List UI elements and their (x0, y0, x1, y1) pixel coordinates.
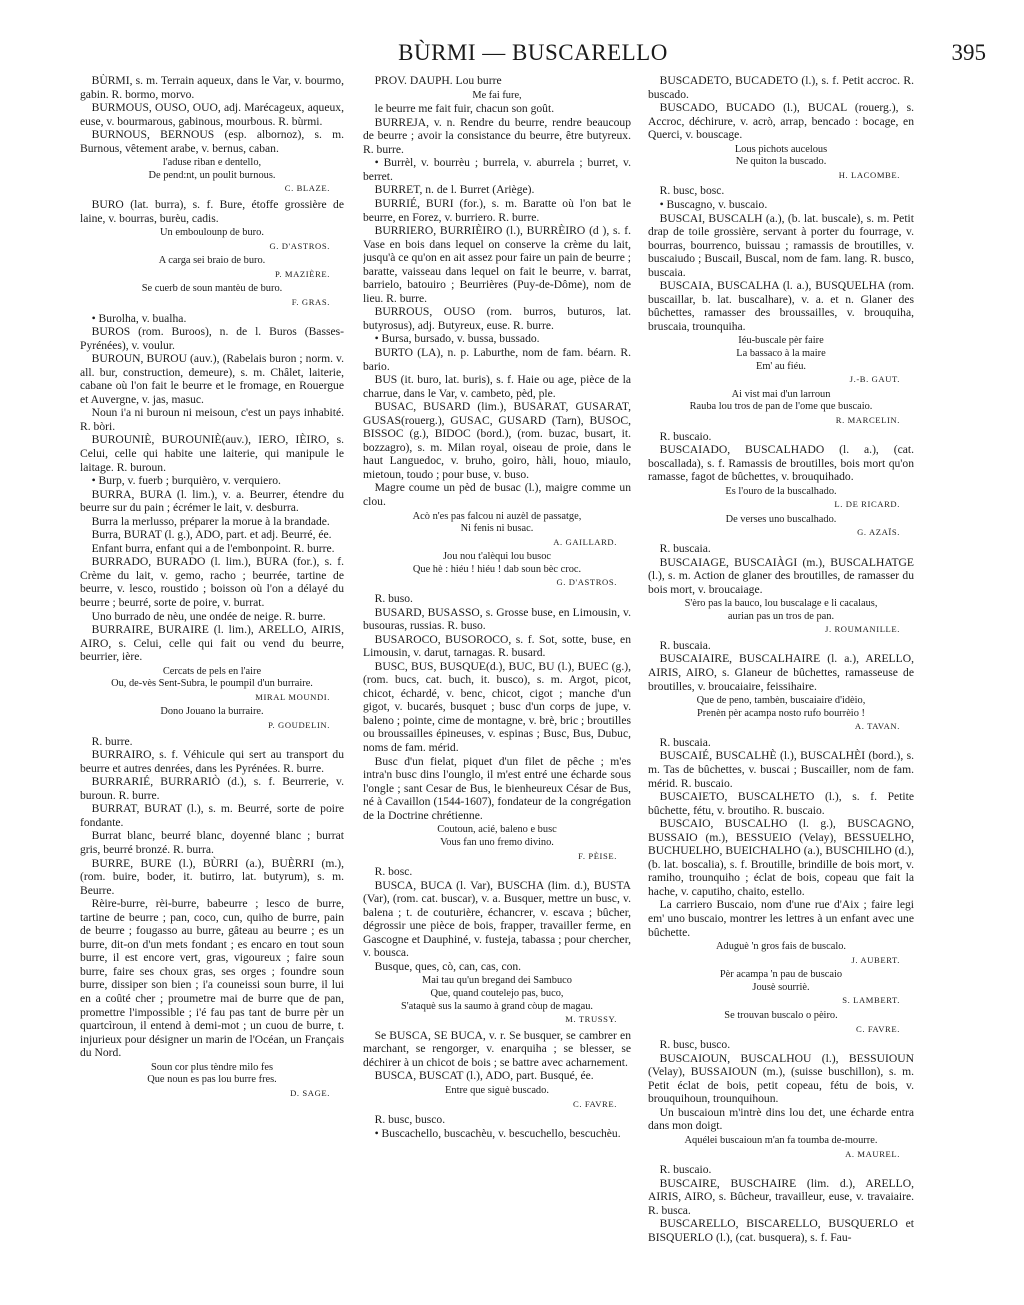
verse-quotation: Cercats de pels en l'aire Ou, de-vès Sent-Subra, le poumpil d'un burraire. (111, 665, 313, 690)
dictionary-entry: Enfant burra, enfant qui a de l'embonpoint. R. burre. (91, 541, 335, 555)
quote-attribution: G. AZAÏS. (857, 527, 900, 538)
dictionary-entry: BUSCAI, BUSCALH (a.), (b. lat. buscale), s. m. Petit drap de toile grossière, servant à porter du fourrage, v. bourras, bourrenco, buissau ; ramassis de broutilles, v. buscaiudo ; Buscail, Buscal, nom de fam. lang. R. busco, buscaia. (648, 211, 914, 279)
dictionary-entry: BUSAROCO, BUSOROCO, s. f. Sot, sotte, buse, en Limousin, v. darut, tarnagas. R. busard. (363, 632, 631, 660)
dictionary-entry: Burra, BURAT (l. g.), ADO, part. et adj. Beurré, ée. (91, 528, 332, 542)
column-3 (648, 74, 914, 1289)
dictionary-entry: • Burrèl, v. bourrèu ; burrela, v. aburrela ; burret, v. berret. (363, 156, 631, 183)
dictionary-entry: Busc d'un fielat, piquet d'un filet de pêche ; m'es intra'n busc dins l'ounglo, il m'est entré une écharde sous l'ongle ; sant Cesar de Bus, le bienheureux César de Bus, né à Cavaillon (1544-1607), fondateur de la congrégation de la Doctrine chrétienne. (363, 754, 631, 822)
dictionary-entry: R. buscaia. (659, 735, 711, 749)
quote-attribution: S. LAMBERT. (842, 995, 900, 1006)
dictionary-entry: BUSCAIRE, BUSCHAIRE (lim. d.), ARELLO, AIRIS, AIRO, s. Bûcheur, travailleur, euse, v. travaiaire. R. busca. (648, 1176, 914, 1217)
dictionary-entry: • Bursa, bursado, v. bussa, bussado. (374, 332, 540, 346)
dictionary-entry: • Burolha, v. bualha. (91, 311, 187, 325)
dictionary-entry: La carriero Buscaio, nom d'une rue d'Aix ; faire legi em' uno buscaio, montrer les lettres à un enfant avec une bûchette. (648, 898, 914, 939)
dictionary-entry: Burrat blanc, beurré blanc, doyenné blanc ; burrat gris, beurré bronzé. R. burra. (80, 829, 344, 856)
verse-quotation: Es l'ouro de la buscalhado. (725, 485, 837, 497)
dictionary-entry: BUSCAIA, BUSCALHA (l. a.), BUSQUELHA (rom. buscaillar, b. lat. buscalhare), v. a. et n. Glaner des bûchettes, ramasser des broussailles, v. brouquiha, bruscaia, trounquiha. (648, 279, 914, 333)
quote-attribution: J.-B. GAUT. (849, 374, 900, 385)
dictionary-entry: Uno burrado de nèu, une ondée de neige. R. burre. (91, 609, 326, 623)
dictionary-entry: R. busc, busco. (374, 1113, 446, 1127)
dictionary-entry: BURRIÉ, BURI (for.), s. m. Baratte où l'on bat le beurre, en Forez, v. burriero. R. burre. (363, 196, 631, 224)
dictionary-entry: BUROUN, BUROU (auv.), (Rabelais buron ; norm. v. all. bur, construction, demeure), s. m. Châlet, laiterie, cabane où l'on fait le beurre et le fromage, en Rouergue et Auvergne, v. jas, masuc. (80, 352, 344, 406)
quote-attribution: P. MAZIÈRE. (274, 268, 330, 279)
dictionary-entry: BUROUNIÈ, BUROUNIÈ(auv.), IERO, IÈIRO, s. Celui, celle qui habite une laiterie, qui manipule le laitage. R. buroun. (80, 433, 344, 474)
quote-attribution: J. AUBERT. (851, 954, 900, 965)
dictionary-entry: Un buscaioun m'intrè dins lou det, une écharde entra dans mon doigt. (648, 1105, 914, 1133)
dictionary-entry: BUS (it. buro, lat. buris), s. f. Haie ou age, pièce de la charrue, dans le Var, v. cambeto, pèd, ple. (363, 373, 631, 400)
dictionary-entry: R. burre. (91, 734, 133, 748)
running-head: BÙRMI — BUSCARELLO (398, 40, 668, 65)
dictionary-entry: Rèire-burre, rèi-burre, babeurre ; lesco de burre, tartine de beurre ; pan, coco, cun, quiho de burre, pain de beurre ; fougasso au burre, gâteau au beurre ; es un burre, dit-on d'un mets fondant ; es encaro en tout soun burre, il est encore vert, gras, vigoureux ; faire soun burre, faire ses choux gras, ses orges ; foundre soun burre, dissiper son bien ; i'a couneissi soun burre, il lui en a coûté cher ; proumetre mai de burre que de pan, promettre l'impossible ; i'é fau pas tant de burre pèr un quartcìroun, il entend à demi-mot ; un cuou de burre, t. injurieux pour désigner un marin de l'Océan, un Français du Nord. (80, 897, 344, 1060)
dictionary-entry: BURRADO, BURADO (l. lim.), BURA (for.), s. f. Crème du lait, v. gemo, racho ; beurrée, tartine de beurre, v. lesco, roustido ; boisson où l'on a délayé du beurre ; beurré, sorte de poire, v. burrat. (80, 555, 344, 610)
dictionary-entry: BURRARIÉ, BURRARIÒ (d.), s. f. Beurrerie, v. buroun. R. burre. (80, 775, 344, 802)
dictionary-entry: Noun i'a ni buroun ni meisoun, c'est un pays inhabité. R. bòri. (80, 406, 344, 433)
dictionary-entry: BUSCAIOUN, BUSCALHOU (l.), BESSUIOUN (Velay), BUSSAIOUN (m.), (suisse buschillon), s. m. Petit éclat de bois, petit copeau, fétu de bois, v. brouquihoun, trounquihoun. (648, 1051, 914, 1106)
quote-attribution: D. SAGE. (290, 1087, 330, 1098)
dictionary-entry: BUROS (rom. Buroos), n. de l. Buros (Basses-Pyrénées), v. voulur. (80, 325, 344, 352)
quote-attribution: P. GOUDELIN. (268, 720, 330, 731)
quote-attribution: F. PÈISE. (578, 850, 617, 861)
dictionary-entry: Magre coume un pèd de busac (l.), maigre comme un clou. (363, 481, 631, 508)
dictionary-entry: • Buscagno, v. buscaio. (659, 198, 768, 212)
verse-quotation: S'èro pas la bauco, lou buscalage e li cacalaus, aurian pas un tros de pan. (684, 598, 878, 622)
verse-quotation: Iéu-buscale pèr faire La bassaco à la maire Em' au fiéu. (736, 335, 826, 372)
dictionary-entry: BUSCAIADO, BUSCALHADO (l. a.), (cat. boscallada), s. f. Ramassis de broutilles, bois mort qu'on ramasse, fagot de bûchettes, v. brouquihado. (648, 443, 914, 484)
column-2 (363, 74, 631, 1289)
dictionary-entry: BUSCAIAGE, BUSCAIÀGI (m.), BUSCALHATGE (l.), s. m. Action de glaner des broutilles, de ramasser du bois mort, v. broucaiage. (648, 555, 914, 596)
verse-quotation: Soun cor plus tèndre milo fes Que noun es pas lou burre fres. (147, 1061, 277, 1086)
verse-quotation: Que de peno, tambèn, buscaiaire d'idèio, Prenèn pèr acampa nosto rufo bourrèio ! (696, 695, 866, 719)
dictionary-entry: BURMOUS, OUSO, OUO, adj. Marécageux, aqueux, euse, v. bourmarous, gabinous, mourbous. R. bùrmi. (80, 101, 344, 128)
dictionary-entry: BUSCAIETO, BUSCALHETO (l.), s. f. Petite bûchette, fétu, v. broutiho. R. buscaio. (648, 790, 914, 817)
quote-attribution: MIRAL MOUNDI. (255, 691, 330, 702)
verse-quotation: Se trouvan buscalo o pèiro. (724, 1009, 838, 1021)
dictionary-entry: R. busc, bosc. (659, 184, 725, 198)
dictionary-entry: BUSCAIÉ, BUSCALHÈ (l.), BUSCALHÈI (bord.), s. m. Tas de bûchettes, v. buscai ; Buscailler, nom de fam. mérid. R. buscaio. (648, 749, 914, 790)
verse-quotation: Entre que siguè buscado. (445, 1084, 549, 1096)
dictionary-entry: BUSAC, BUSARD (lim.), BUSARAT, GUSARAT, GUSAS(rouerg.), GUSAC, GUSARD (Tarn), BUSOC, BISSOC (g.), BIDOC (bord.), (rom. buzac, busart, it. bozzagro), s. m. Milan royal, oiseau de proie, dans le haut Languedoc, v. bruho, goiro, hàli, houo, miaulo, mietoun, toudo ; pour buse, v. buso. (363, 400, 631, 481)
dictionary-entry: • Burp, v. fuerb ; burquièro, v. verquiero. (91, 474, 281, 488)
dictionary-entry: BUSCAIO, BUSCALHO (l. g.), BUSCAGNO, BUSSAIO (m.), BESSUEIO (Velay), BESSUELHO, BUCHUELHO, BUEICHALHO (a.), BUSCHILHO (d.), (b. lat. boscalia), s. f. Broutille, brindille de bois mort, v. ramiho, trounquiho ; éclat de bois, copeau que fait la hache, v. caputiho, chaito, estello. (648, 817, 914, 898)
dictionary-entry: BURNOUS, BERNOUS (esp. albornoz), s. m. Burnous, vêtement arabe, v. bernus, caban. (80, 128, 344, 155)
verse-quotation: De verses uno buscalhado. (725, 513, 837, 525)
dictionary-entry: BURO (lat. burra), s. f. Bure, étoffe grossière de laine, v. bourras, burèu, cadis. (80, 198, 344, 225)
dictionary-entry: R. buscaia. (659, 638, 711, 652)
dictionary-entry: BUSCADETO, BUCADETO (l.), s. f. Petit accroc. R. buscado. (648, 74, 914, 101)
quote-attribution: C. BLAZE. (284, 183, 330, 194)
dictionary-entry: BURRIERO, BURRIÈIRO (l.), BURRÈIRO (d ), s. f. Vase en bois dans lequel on conserve la crème du lait, jusqu'à ce qu'on en ait assez pour faire un pain de beurre ; baratte, vaisseau dans lequel on fait le beurre, v. barrat, barrielo, batouiro ; Beurrières (Puy-de-Dôme), nom de lieu. R. burre. (363, 224, 631, 305)
dictionary-entry: R. buscaia. (659, 542, 711, 556)
verse-quotation: Se cuerb de soun mantèu de buro. (141, 283, 283, 295)
verse-quotation: Aduguè 'n gros fais de buscalo. (716, 941, 846, 953)
verse-quotation: Pèr acampa 'n pau de buscaio Jousè sourriè. (719, 969, 843, 993)
verse-quotation: Acò n'es pas falcou ni auzèl de passatge, Ni fenis ni busac. (412, 510, 582, 535)
quote-attribution: R. MARCELIN. (835, 415, 900, 425)
dictionary-entry: BURTO (LA), n. p. Laburthe, nom de fam. béarn. R. bario. (363, 345, 631, 373)
quote-attribution: C. FAVRE. (855, 1023, 900, 1034)
dictionary-entry: BURRA, BURA (l. lim.), v. a. Beurrer, étendre du beurre sur du pain ; écrémer le lait, v. desburra. (80, 487, 344, 515)
dictionary-entry: BUSCADO, BUCADO (l.), BUCAL (rouerg.), s. Accroc, déchirure, v. acrò, arrap, bencado : bocage, en Querci, v. bouscage. (648, 101, 914, 142)
quote-attribution: G. D'ASTROS. (269, 240, 330, 251)
dictionary-entry: BUSCAIAIRE, BUSCALHAIRE (l. a.), ARELLO, AIRIS, AIRO, s. Glaneur de bûchettes, ramasseuse de broutilles, v. broucaiaire, feissihaire. (648, 652, 914, 693)
verse-quotation: Mai tau qu'un bregand dei Sambuco Que, quand coutelejo pas, buco, S'ataquè sus la saumo à grand còup de magau. (400, 975, 594, 1012)
page-header (80, 40, 986, 70)
dictionary-entry: R. buscaio. (659, 1163, 712, 1177)
dictionary-entry: BURROUS, OUSO (rom. burros, buturos, lat. butyrosus), adj. Butyreux, euse. R. burre. (363, 305, 631, 332)
dictionary-entry: BURRET, n. de l. Burret (Ariège). (374, 183, 535, 197)
verse-quotation: Dono Jouano la burraire. (160, 706, 264, 718)
verse-quotation: Ai vist mai d'un larroun Rauba lou tros de pan de l'ome que buscaio. (689, 388, 873, 413)
dictionary-entry: BURRAIRE, BURAIRE (l. lim.), ARELLO, AIRIS, AIRO, s. Celui, celle qui fait ou vend du beurre, beurrier, ière. (80, 623, 344, 664)
dictionary-entry: Burra la merlusso, préparer la morue à la brandade. (91, 514, 330, 528)
quote-attribution: C. FAVRE. (572, 1098, 617, 1109)
verse-quotation: Un emboulounp de buro. (160, 227, 264, 239)
dictionary-entry: BUSC, BUS, BUSQUE(d.), BUC, BU (l.), BUEC (g.), (rom. bucs, cat. buch, it. busco), s. m. Argot, picot, chicot, échardé, v. benc, chicot, cigot ; manche d'un gigot, v. bucarés, busquet ; busc d'un corps de jupe, v. baleno ; pointe, cime de montagne, v. brè, bric ; broutilles ou broussailles épineuses, v. espinas ; Busc, Bus, Dubuc, noms de fam. mérid. (363, 659, 631, 755)
quote-attribution: A. TAVAN. (854, 721, 900, 732)
dictionary-entry: BURRE, BURE (l.), BÙRRI (a.), BUÈRRI (m.), (rom. buire, boder, it. butirro, lat. butyrum), s. m. Beurre. (80, 856, 344, 897)
verse-quotation: Me fai fure, (472, 89, 522, 101)
quote-attribution: F. GRAS. (291, 296, 330, 307)
dictionary-entry: PROV. DAUPH. Lou burre (374, 74, 502, 87)
verse-quotation: Jou nou t'alèqui lou busoc Que hè : hiéu ! hiéu ! dab soun bèc croc. (412, 551, 582, 575)
dictionary-entry: Busque, ques, cò, can, cas, con. (374, 959, 522, 973)
dictionary-entry: le beurre me fait fuir, chacun son goût. (374, 102, 555, 116)
dictionary-entry: R. bosc. (374, 865, 413, 879)
page-number: 395 (951, 40, 986, 65)
quote-attribution: G. D'ASTROS. (556, 577, 617, 588)
quote-attribution: J. ROUMANILLE. (825, 624, 900, 635)
dictionary-entry: BUSARD, BUSASSO, s. Grosse buse, en Limousin, v. busouras, russias. R. buso. (363, 605, 631, 633)
quote-attribution: M. TRUSSY. (565, 1014, 617, 1025)
verse-quotation: Coutoun, acié, baleno e busc Vous fan uno fremo divino. (437, 824, 557, 848)
dictionary-entry: R. buso. (374, 592, 413, 606)
dictionary-entry: BURREJA, v. n. Rendre du beurre, rendre beaucoup de beurre ; avoir la consistance du beurre, être butyreux. R. burre. (363, 115, 631, 156)
dictionary-entry: BURRAT, BURAT (l.), s. m. Beurré, sorte de poire fondante. (80, 802, 344, 829)
quote-attribution: A. GAILLARD. (553, 536, 617, 547)
verse-quotation: A carga sei braio de buro. (158, 255, 266, 267)
quote-attribution: L. DE RICARD. (834, 499, 900, 510)
dictionary-entry: BÙRMI, s. m. Terrain aqueux, dans le Var, v. bourmo, gabin. R. bormo, morvo. (80, 74, 344, 101)
quote-attribution: H. LACOMBE. (838, 169, 900, 180)
verse-quotation: l'aduse riban e dentello, De pend:nt, un poulit burnous. (148, 157, 276, 181)
verse-quotation: Lous pichots aucelous Ne quiton la buscado. (734, 143, 828, 168)
dictionary-entry: R. buscaio. (659, 429, 712, 443)
column-1 (80, 74, 344, 1289)
dictionary-entry: BURRAIRO, s. f. Véhicule qui sert au transport du beurre et autres denrées, dans les Pyrénées. R. burre. (80, 748, 344, 775)
verse-quotation: Aquélei buscaioun m'an fa toumba de-mourre. (684, 1134, 878, 1146)
quote-attribution: A. MAUREL. (845, 1148, 900, 1159)
dictionary-entry: BUSCA, BUCA (l. Var), BUSCHA (lim. d.), BUSTA (Var), (rom. cat. buscar), v. a. Busquer, mettre un busc, v. balena ; t. de couturière, échancrer, v. escava ; bûcher, dégrossir une pièce de bois, frapper, travailler ferme, en Gascogne et Dauphiné, v. fusteja, tabassa ; pour chercher, v. bousca. (363, 878, 631, 960)
dictionary-entry: R. busc, busco. (659, 1038, 731, 1052)
dictionary-entry: • Buscachello, buscachèu, v. bescuchello, bescuchèu. (374, 1126, 621, 1140)
dictionary-entry: Se BUSCA, SE BUCA, v. r. Se busquer, se cambrer en marchant, se rengorger, v. enarquiha ; se blesser, se déchirer à un chicot de bois ; se battre avec acharnement. (363, 1028, 631, 1069)
dictionary-entry: BUSCA, BUSCAT (l.), ADO, part. Busqué, ée. (374, 1069, 594, 1083)
dictionary-entry: BUSCARELLO, BISCARELLO, BUSQUERLO et BISQUERLO (l.), (cat. busquera), s. f. Fau- (648, 1217, 914, 1244)
